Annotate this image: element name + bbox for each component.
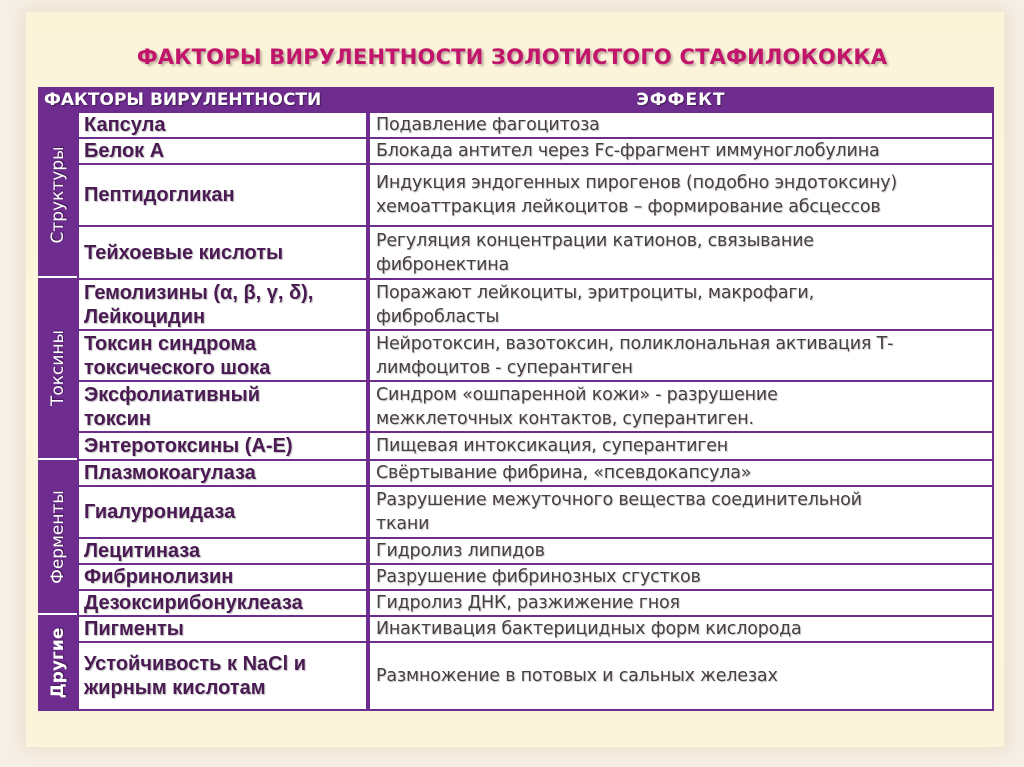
factor-text: Дезоксирибонуклеаза xyxy=(84,592,303,614)
factor-text: Токсин синдрома токсического шока xyxy=(84,332,271,379)
group-toxins xyxy=(38,278,77,460)
group-structures xyxy=(38,113,77,278)
effect-text: Нейротоксин, вазотоксин, поликлональная активация Т- лимфоцитов - суперантиген xyxy=(376,333,894,378)
table-row-effect xyxy=(370,487,992,537)
effect-text: Разрушение фибринозных сгустков xyxy=(376,567,701,587)
effect-text: Гидролиз ДНК, разжижение гноя xyxy=(376,593,680,613)
factor-text: Устойчивость к NaCl и жирным кислотам xyxy=(84,653,306,699)
table-row-effect xyxy=(370,331,992,380)
factor-text: Тейхоевые кислоты xyxy=(84,241,284,264)
header-factors: ФАКТОРЫ ВИРУЛЕНТНОСТИ xyxy=(40,89,366,111)
table-row-factor xyxy=(79,227,366,278)
group-label: Другие xyxy=(47,627,68,699)
effect-text: Регуляция концентрации катионов, связывание фибронектина xyxy=(376,230,814,275)
factor-text: Лецитиназа xyxy=(84,540,201,562)
factor-text: Гиалуронидаза xyxy=(84,501,236,523)
table-row-factor xyxy=(79,539,366,563)
effect-text: Подавление фагоцитоза xyxy=(376,115,600,135)
effect-text: Инактивация бактерицидных форм кислорода xyxy=(376,619,802,639)
table-row-factor xyxy=(79,280,366,329)
group-label: Ферменты xyxy=(47,489,68,584)
table-row-effect xyxy=(370,280,992,329)
table-row-factor xyxy=(79,382,366,431)
table-row-effect xyxy=(370,227,992,278)
group-other xyxy=(38,615,77,711)
table-row-factor xyxy=(79,461,366,485)
table-row-effect xyxy=(370,643,992,709)
factor-text: Гемолизины (α, β, γ, δ), Лейкоцидин xyxy=(84,281,314,328)
table-row-factor xyxy=(79,331,366,380)
effect-text: Блокада антител через Fc-фрагмент иммуноглобулина xyxy=(376,141,880,161)
effect-text: Пищевая интоксикация, суперантиген xyxy=(376,436,729,456)
factor-text: Фибринолизин xyxy=(84,566,234,588)
table-row-effect xyxy=(370,382,992,431)
table-row-effect xyxy=(370,617,992,641)
table-row-factor xyxy=(79,113,366,137)
group-enzymes xyxy=(38,460,77,615)
header-effect: ЭФФЕКТ xyxy=(370,89,992,111)
factor-text: Капсула xyxy=(84,114,166,136)
table-row-effect xyxy=(370,565,992,589)
table-row-factor xyxy=(79,487,366,537)
table-row-effect xyxy=(370,139,992,163)
factor-text: Плазмокоагулаза xyxy=(84,462,256,484)
table-row-effect xyxy=(370,539,992,563)
table-row-factor xyxy=(79,565,366,589)
effect-text: Свёртывание фибрина, «псевдокапсула» xyxy=(376,463,752,483)
table-row-effect xyxy=(370,113,992,137)
factor-text: Пигменты xyxy=(84,618,184,640)
table-row-factor xyxy=(79,643,366,709)
factor-text: Энтеротоксины (А-Е) xyxy=(84,435,293,457)
table-row-factor xyxy=(79,139,366,163)
factor-text: Белок А xyxy=(84,140,165,162)
virulence-table xyxy=(38,87,994,711)
table-row-effect xyxy=(370,591,992,615)
group-label: Структуры xyxy=(47,145,68,244)
table-row-effect xyxy=(370,461,992,485)
table-row-effect xyxy=(370,165,992,225)
table-row-factor xyxy=(79,591,366,615)
table-row-effect xyxy=(370,433,992,459)
page-title: ФАКТОРЫ ВИРУЛЕНТНОСТИ ЗОЛОТИСТОГО СТАФИЛОКОККА xyxy=(136,45,888,69)
effect-text: Разрушение межуточного вещества соединительной ткани xyxy=(376,490,862,534)
effect-text: Индукция эндогенных пирогенов (подобно эндотоксину) хемоаттракция лейкоцитов – формирование абсцессов xyxy=(376,173,898,217)
factor-text: Эксфолиативный токсин xyxy=(84,383,261,430)
table-row-factor xyxy=(79,433,366,459)
factor-text: Пептидогликан xyxy=(84,184,235,206)
effect-text: Поражают лейкоциты, эритроциты, макрофаги, фибробласты xyxy=(376,282,814,327)
effect-text: Синдром «ошпаренной кожи» - разрушение межклеточных контактов, суперантиген. xyxy=(376,384,778,429)
effect-text: Гидролиз липидов xyxy=(376,541,545,561)
effect-text: Размножение в потовых и сальных железах xyxy=(376,666,778,686)
table-row-factor xyxy=(79,617,366,641)
table-row-factor xyxy=(79,165,366,225)
group-label: Токсины xyxy=(47,330,68,406)
